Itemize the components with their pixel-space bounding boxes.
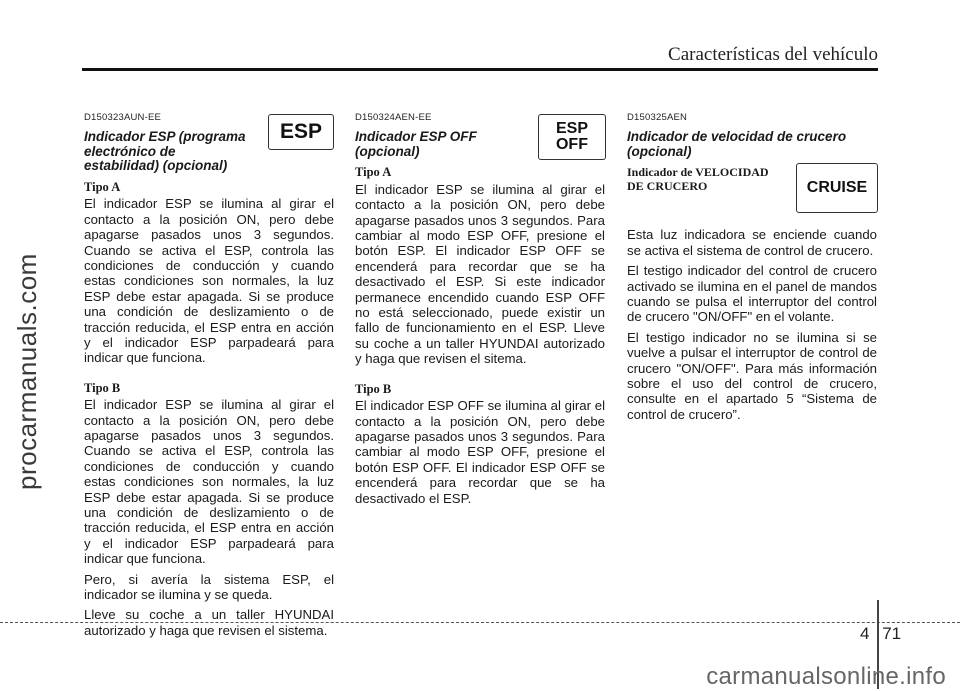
section-code: D150325AEN xyxy=(627,112,688,123)
tipo-a-heading: Tipo A xyxy=(355,165,392,180)
page-number xyxy=(860,624,901,644)
section-title: Indicador de velocidad de crucero (opcional) xyxy=(627,129,847,159)
tipo-b-paragraph: El indicador ESP OFF se ilumina al girar el contacto a la posición ON, pero debe apagarse pasados unos 3 segundos. Para cambiar al modo ESP OFF, presione el botón ESP OFF. El indicador ESP OFF se encenderá para recordar que se ha desactivado el ESP. xyxy=(355,398,605,506)
esp-indicator-icon: ESP xyxy=(268,114,334,150)
tipo-a-paragraph: El indicador ESP se ilumina al girar el contacto a la posición ON, pero debe apagarse pasados unos 3 segundos. Cuando se activa el ESP, controla las condiciones de conducción y cuando estas condiciones son normales, la luz ESP debe estar apagada. Si se produce una condición de deslizamiento o de tracción reducida, el ESP entra en acción y el indicador ESP parpadeará para indicar que funciona. xyxy=(84,196,334,366)
esp-off-indicator-icon xyxy=(538,114,606,160)
cruise-indicator-icon: CRUISE xyxy=(796,163,878,213)
cruise-paragraph-1: Esta luz indicadora se enciende cuando se activa el sistema de control de crucero. xyxy=(627,227,877,258)
bottom-watermark: carmanualsonline.info xyxy=(706,663,946,690)
tipo-b-heading: Tipo B xyxy=(355,381,392,396)
chapter-title: Características del vehículo xyxy=(668,44,878,65)
tipo-a-paragraph: El indicador ESP se ilumina al girar el contacto a la posición ON, pero debe apagarse pasados unos 3 segundos. Para cambiar al modo ESP OFF, presione el botón ESP. El indicador ESP OFF se encenderá para recordar que se ha desactivado el ESP. Si este indicador permanece encendido cuando ESP OFF no está seleccionado, puede existir un fallo de funcionamiento en el ESP. Lleve su coche a un taller HYUNDAI autorizado y haga que revisen el sitema. xyxy=(355,181,605,367)
footer-rule xyxy=(0,622,960,623)
section-title: Indicador ESP OFF (opcional) xyxy=(355,129,477,159)
section-esp-off xyxy=(355,110,605,511)
tipo-b-paragraph: El indicador ESP se ilumina al girar el contacto a la posición ON, pero debe apagarse pasados unos 3 segundos. Cuando se activa el ESP, controla las condiciones de conducción y cuando estas condiciones son normales, la luz ESP debe estar apagada. Si se produce una condición de deslizamiento o de tracción reducida, el ESP entra en acción y el indicador ESP parpadeará para indicar que funciona. xyxy=(84,397,334,567)
cruise-paragraph-3: El testigo indicador no se ilumina si se vuelve a pulsar el interruptor de control de crucero "ON/OFF". Para más información sobre el uso del control de crucero, consulte en el apartado 5 “Sistema de control de crucero”. xyxy=(627,329,877,422)
esp-off-icon-line1: ESP xyxy=(555,120,588,137)
tipo-b-heading: Tipo B xyxy=(84,380,121,395)
cruise-paragraph-2: El testigo indicador del control de crucero activado se ilumina en el panel de mandos cuando se pulsa el interruptor del control de crucero "ON/OFF" en el volante. xyxy=(627,263,877,325)
section-number: 4 xyxy=(860,624,870,643)
tipo-a-heading: Tipo A xyxy=(84,179,121,194)
section-esp xyxy=(84,110,334,643)
service-paragraph: Lleve su coche a un taller HYUNDAI autorizado y haga que revisen el sistema. xyxy=(84,607,334,638)
section-title: Indicador ESP (programa electrónico de estabilidad) (opcional) xyxy=(84,129,246,174)
cruise-indicator-label: Indicador de VELOCIDAD DE CRUCERO xyxy=(627,165,769,194)
side-watermark: procarmanuals.com xyxy=(12,253,42,490)
section-code: D150324AEN-EE xyxy=(355,112,432,123)
section-cruise xyxy=(627,110,877,427)
page-number-value: 71 xyxy=(882,624,902,643)
failure-paragraph: Pero, si avería la sistema ESP, el indicador se ilumina y se queda. xyxy=(84,571,334,603)
header-rule xyxy=(82,68,878,71)
section-code: D150323AUN-EE xyxy=(84,112,162,123)
esp-off-icon-line2: OFF xyxy=(555,136,588,153)
